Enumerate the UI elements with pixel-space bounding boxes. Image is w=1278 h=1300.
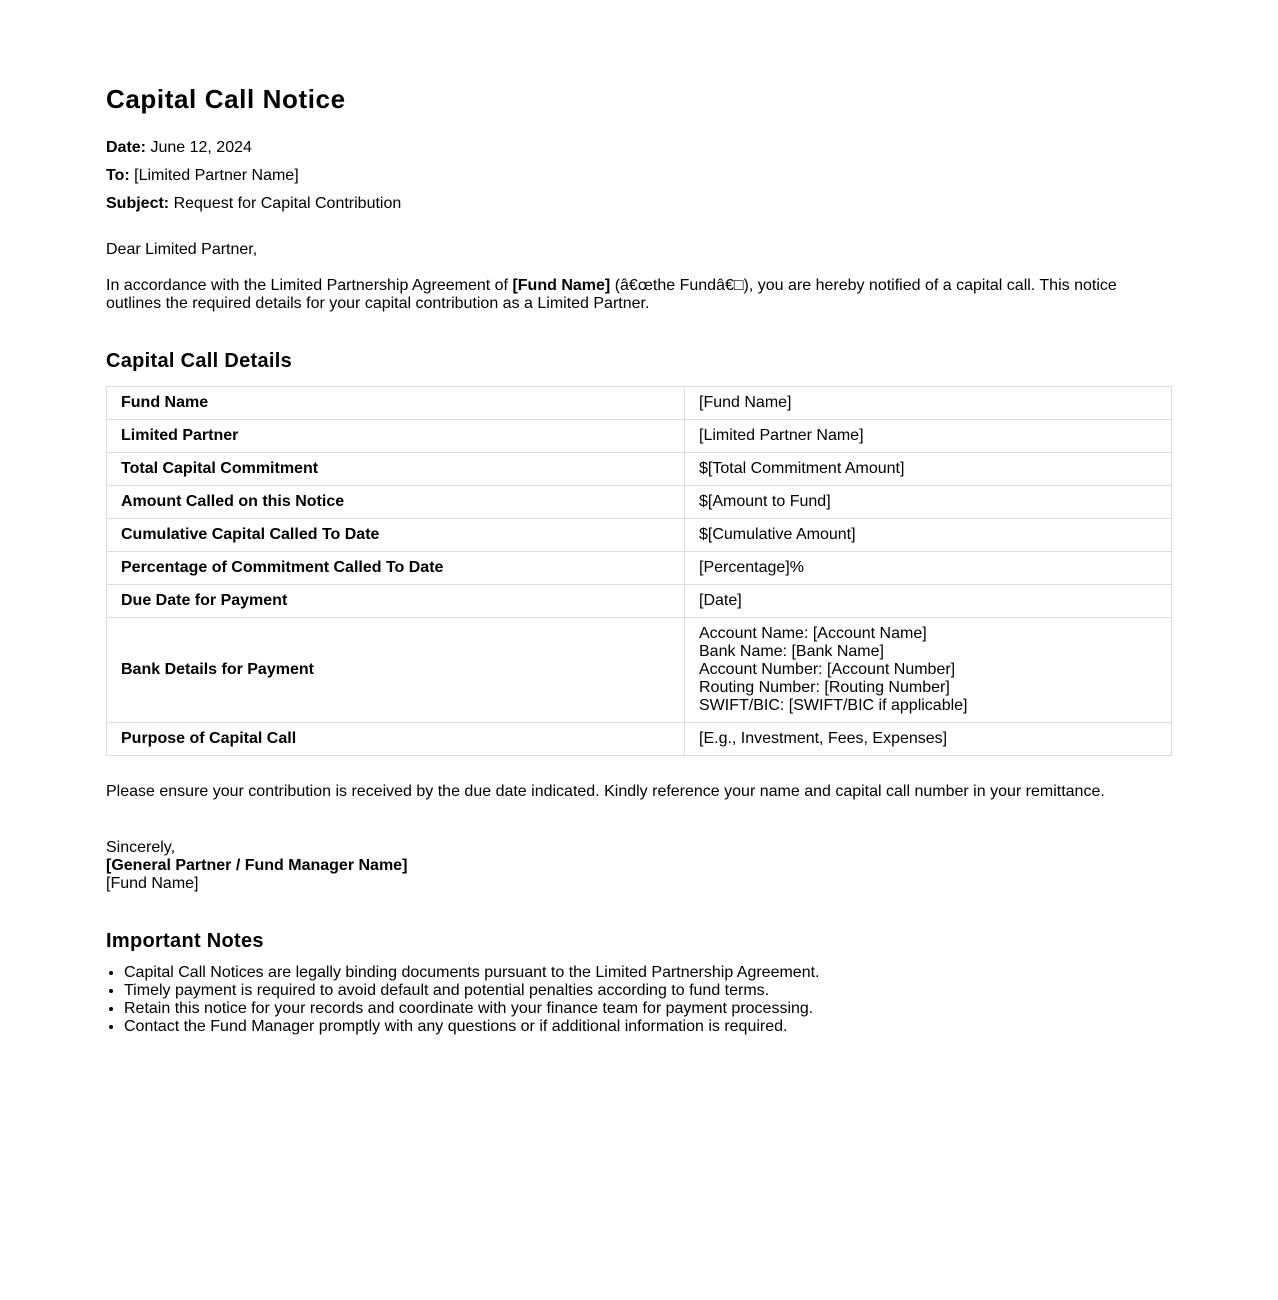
intro-text-start: In accordance with the Limited Partnership Agreement of	[106, 277, 508, 294]
closing-salutation: Sincerely,	[106, 839, 176, 856]
row-label: Purpose of Capital Call	[107, 723, 685, 756]
subject-value: Request for Capital Contribution	[173, 195, 402, 212]
row-value: $[Total Commitment Amount]	[685, 453, 1172, 486]
row-value: [Limited Partner Name]	[685, 420, 1172, 453]
list-item: • Timely payment is required to avoid default and potential penalties according to fund terms.	[124, 982, 820, 1000]
to-value: [Limited Partner Name]	[134, 167, 299, 184]
row-label: Limited Partner	[107, 420, 685, 453]
row-label: Total Capital Commitment	[107, 453, 685, 486]
closing-paragraph: Please ensure your contribution is received by the due date indicated. Kindly reference your name and capital call number in your remittance.	[106, 783, 1105, 800]
table-row	[107, 519, 1172, 552]
table-row	[107, 552, 1172, 585]
row-label: Fund Name	[107, 387, 685, 420]
list-item: • Capital Call Notices are legally binding documents pursuant to the Limited Partnership Agreement.	[124, 964, 820, 982]
notes-heading: Important Notes	[106, 930, 264, 952]
to-line	[106, 166, 299, 186]
bank-account-name: Account Name: [Account Name]	[699, 625, 927, 642]
signer-name: [General Partner / Fund Manager Name]	[106, 857, 408, 874]
greeting: Dear Limited Partner,	[106, 241, 258, 258]
list-item: • Contact the Fund Manager promptly with any questions or if additional information is required.	[124, 1018, 820, 1036]
important-notes-list	[106, 964, 820, 1036]
bank-account-number: Account Number: [Account Number]	[699, 661, 956, 678]
subject-label: Subject:	[106, 195, 170, 212]
document-title: Capital Call Notice	[106, 84, 346, 114]
table-row	[107, 723, 1172, 756]
row-value: $[Amount to Fund]	[685, 486, 1172, 519]
row-value: $[Cumulative Amount]	[685, 519, 1172, 552]
intro-paragraph	[106, 277, 1172, 313]
bank-swift: SWIFT/BIC: [SWIFT/BIC if applicable]	[699, 697, 968, 714]
row-label: Percentage of Commitment Called To Date	[107, 552, 685, 585]
to-label: To:	[106, 167, 130, 184]
row-label: Bank Details for Payment	[107, 618, 685, 723]
row-value: [E.g., Investment, Fees, Expenses]	[685, 723, 1172, 756]
signer-fund-name: [Fund Name]	[106, 875, 199, 892]
row-label: Amount Called on this Notice	[107, 486, 685, 519]
table-row	[107, 420, 1172, 453]
table-row	[107, 618, 1172, 723]
row-value: [Percentage]%	[685, 552, 1172, 585]
subject-line	[106, 194, 401, 214]
intro-text-end: (â€œthe Fundâ€□), you are hereby notified of a capital call. This notice outlines the required details for your capital contribution as a Limited Partner.	[106, 277, 1117, 312]
details-heading: Capital Call Details	[106, 350, 293, 372]
table-row	[107, 585, 1172, 618]
date-label: Date:	[106, 139, 147, 156]
bank-name: Bank Name: [Bank Name]	[699, 643, 884, 660]
intro-fund-name: [Fund Name]	[512, 277, 611, 294]
row-label: Cumulative Capital Called To Date	[107, 519, 685, 552]
table-row	[107, 453, 1172, 486]
row-value: [Fund Name]	[685, 387, 1172, 420]
table-row	[107, 387, 1172, 420]
list-item: • Retain this notice for your records and coordinate with your finance team for payment processing.	[124, 1000, 820, 1018]
capital-call-details-table	[106, 386, 1172, 756]
date-value: June 12, 2024	[150, 139, 252, 156]
bank-details-value	[685, 618, 1172, 723]
row-label: Due Date for Payment	[107, 585, 685, 618]
signoff-block	[106, 839, 407, 893]
table-row	[107, 486, 1172, 519]
row-value: [Date]	[685, 585, 1172, 618]
bank-routing-number: Routing Number: [Routing Number]	[699, 679, 950, 696]
date-line	[106, 138, 252, 158]
